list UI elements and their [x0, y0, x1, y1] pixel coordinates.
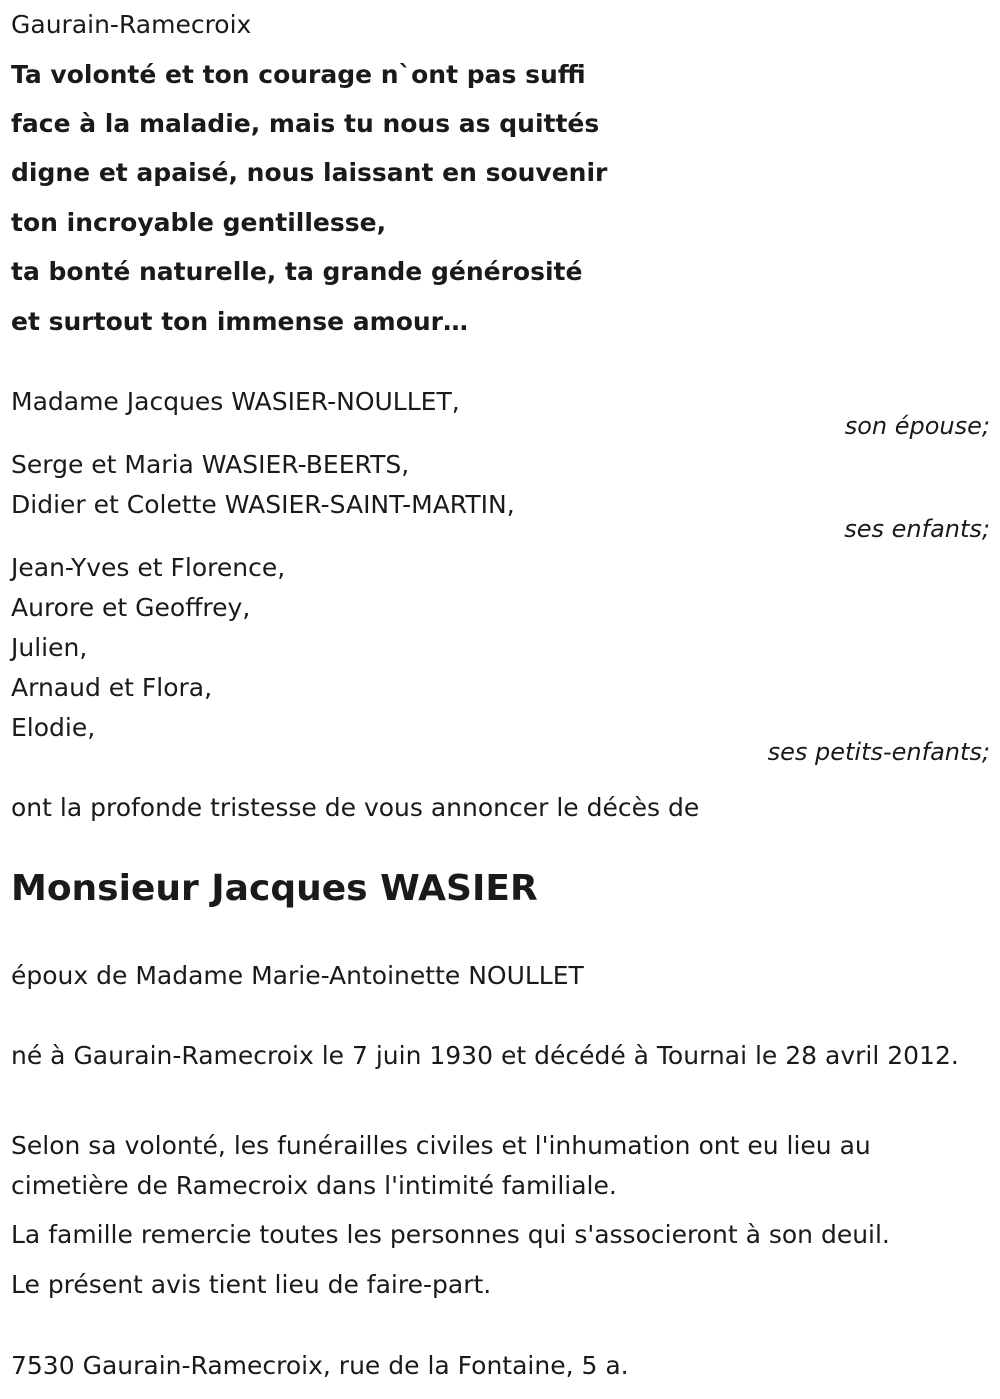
poem-line: digne et apaisé, nous laissant en souvenir	[11, 158, 608, 187]
grandchild-name: Arnaud et Flora,	[11, 673, 213, 702]
header-place: Gaurain-Ramecroix	[11, 10, 252, 39]
child-name: Serge et Maria WASIER-BEERTS,	[11, 450, 410, 479]
child-name: Didier et Colette WASIER-SAINT-MARTIN,	[11, 490, 515, 519]
funeral-text: Selon sa volonté, les funérailles civiles et l'inhumation ont eu lieu au cimetière de Ramecroix dans l'intimité familiale.	[11, 1131, 871, 1200]
birth-death-text: né à Gaurain-Ramecroix le 7 juin 1930 et décédé à Tournai le 28 avril 2012.	[11, 1041, 959, 1070]
poem-line: ton incroyable gentillesse,	[11, 208, 387, 237]
poem-line: ta bonté naturelle, ta grande générosité	[11, 257, 583, 286]
grandchild-name: Jean-Yves et Florence,	[11, 553, 286, 582]
spouse-of-text: époux de Madame Marie-Antoinette NOULLET	[11, 961, 584, 990]
spouse-name: Madame Jacques WASIER-NOULLET,	[11, 387, 460, 416]
deceased-name: Monsieur Jacques WASIER	[11, 868, 538, 909]
poem-line: et surtout ton immense amour…	[11, 307, 469, 336]
grandchild-name: Julien,	[11, 633, 88, 662]
spouse-role: son épouse;	[844, 412, 990, 440]
address-text: 7530 Gaurain-Ramecroix, rue de la Fontaine, 5 a.	[11, 1351, 629, 1380]
grandchildren-role: ses petits-enfants;	[767, 738, 990, 766]
grandchild-name: Aurore et Geoffrey,	[11, 593, 251, 622]
announcement-text: ont la profonde tristesse de vous annoncer le décès de	[11, 793, 700, 822]
faire-part-text: Le présent avis tient lieu de faire-part.	[11, 1270, 492, 1299]
poem-line: face à la maladie, mais tu nous as quittés	[11, 109, 600, 138]
grandchild-name: Elodie,	[11, 713, 96, 742]
thanks-text: La famille remercie toutes les personnes qui s'associeront à son deuil.	[11, 1220, 890, 1249]
poem-line: Ta volonté et ton courage n`ont pas suffi	[11, 60, 586, 89]
children-role: ses enfants;	[844, 515, 990, 543]
